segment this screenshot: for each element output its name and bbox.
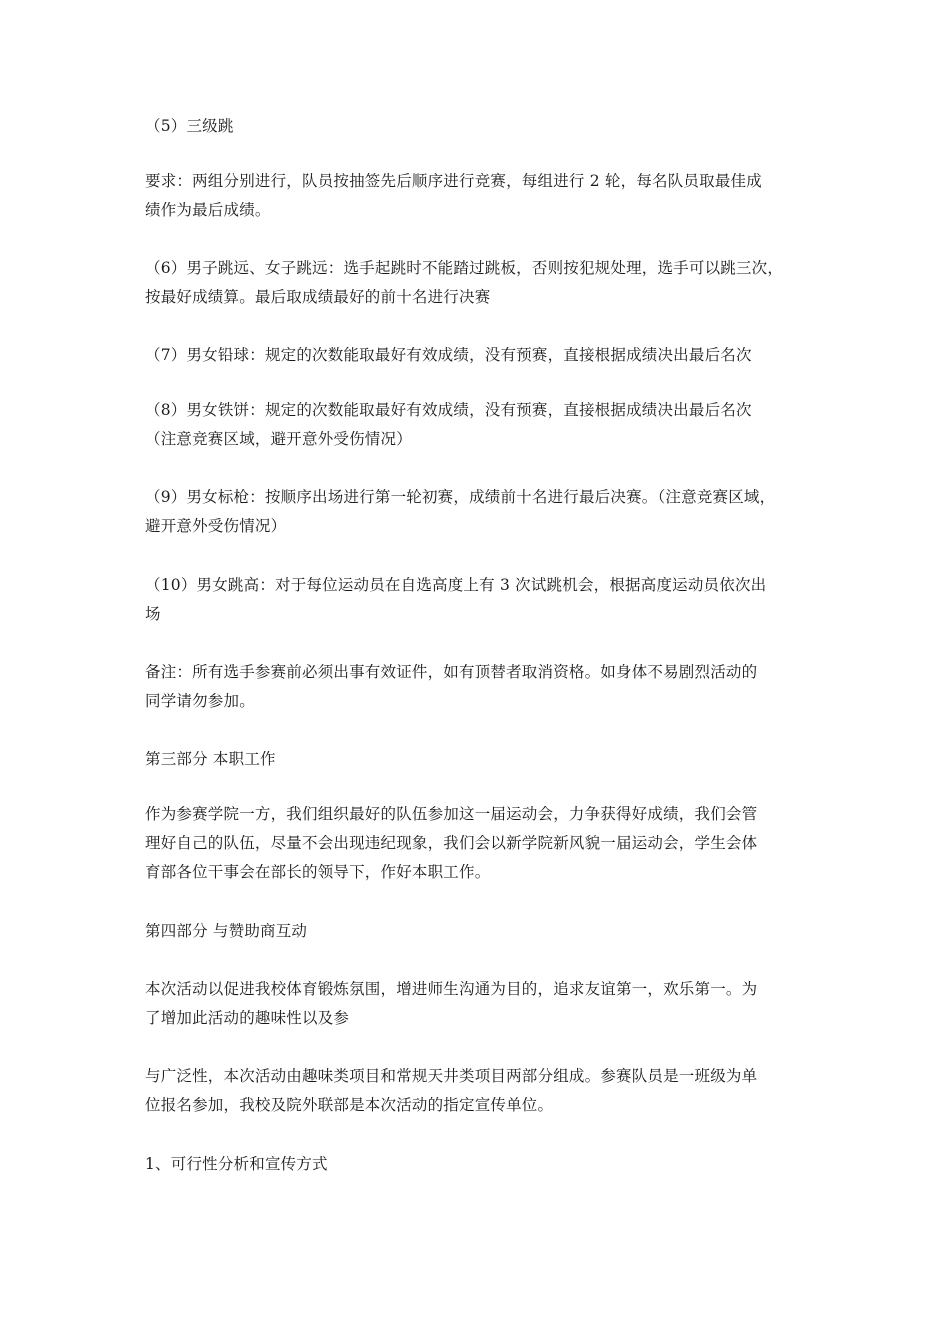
text-line: （5）三级跳 xyxy=(145,117,234,135)
text-line: 要求：两组分别进行，队员按抽签先后顺序进行竞赛，每组进行 2 轮，每名队员取最佳成 xyxy=(145,172,762,190)
text-line: 本次活动以促进我校体育锻炼氛围，增进师生沟通为目的，追求友谊第一，欢乐第一。为 xyxy=(145,980,758,998)
text-line: 育部各位干事会在部长的领导下，作好本职工作。 xyxy=(145,863,491,881)
text-line: 位报名参加，我校及院外联部是本次活动的指定宣传单位。 xyxy=(145,1096,554,1114)
section-heading-part-three xyxy=(145,745,825,774)
text-line: 备注：所有选手参赛前必须出事有效证件，如有顶替者取消资格。如身体不易剧烈活动的 xyxy=(145,663,758,681)
text-line: （10）男女跳高：对于每位运动员在自选高度上有 3 次试跳机会，根据高度运动员依次出 xyxy=(145,576,767,594)
paragraph-activity-composition xyxy=(145,1062,825,1120)
text-line: （9）男女标枪：按顺序出场进行第一轮初赛，成绩前十名进行最后决赛。（注意竞赛区域， xyxy=(145,488,776,506)
text-line: 避开意外受伤情况） xyxy=(145,517,287,535)
text-line: 同学请勿参加。 xyxy=(145,692,255,710)
paragraph-shot-put xyxy=(145,341,825,370)
subsection-heading-feasibility xyxy=(145,1150,825,1179)
text-line: 作为参赛学院一方，我们组织最好的队伍参加这一届运动会，力争获得好成绩，我们会管 xyxy=(145,805,758,823)
text-line: （7）男女铅球：规定的次数能取最好有效成绩，没有预赛，直接根据成绩决出最后名次 xyxy=(145,346,752,364)
text-line: 了增加此活动的趣味性以及参 xyxy=(145,1009,350,1027)
text-line: 第三部分 本职工作 xyxy=(145,750,276,768)
paragraph-triple-jump-heading xyxy=(145,112,825,141)
paragraph-discus xyxy=(145,396,825,454)
paragraph-duties xyxy=(145,800,825,887)
text-line: 1、可行性分析和宣传方式 xyxy=(145,1155,328,1173)
paragraph-activity-purpose xyxy=(145,975,825,1033)
paragraph-remarks xyxy=(145,658,825,716)
text-line: （注意竞赛区域，避开意外受伤情况） xyxy=(145,430,412,448)
paragraph-high-jump xyxy=(145,571,825,629)
text-line: 场 xyxy=(145,605,161,623)
paragraph-triple-jump-rules xyxy=(145,167,825,225)
text-line: （6）男子跳远、女子跳远：选手起跳时不能踏过跳板，否则按犯规处理，选手可以跳三次， xyxy=(145,259,784,277)
text-line: 理好自己的队伍，尽量不会出现违纪现象，我们会以新学院新风貌一届运动会，学生会体 xyxy=(145,834,758,852)
text-line: 绩作为最后成绩。 xyxy=(145,201,271,219)
text-line: 按最好成绩算。最后取成绩最好的前十名进行决赛 xyxy=(145,288,491,306)
paragraph-javelin xyxy=(145,483,825,541)
text-line: 与广泛性，本次活动由趣味类项目和常规天井类项目两部分组成。参赛队员是一班级为单 xyxy=(145,1067,758,1085)
paragraph-long-jump xyxy=(145,254,825,312)
section-heading-part-four xyxy=(145,917,825,946)
text-line: （8）男女铁饼：规定的次数能取最好有效成绩，没有预赛，直接根据成绩决出最后名次 xyxy=(145,401,752,419)
text-line: 第四部分 与赞助商互动 xyxy=(145,922,308,940)
